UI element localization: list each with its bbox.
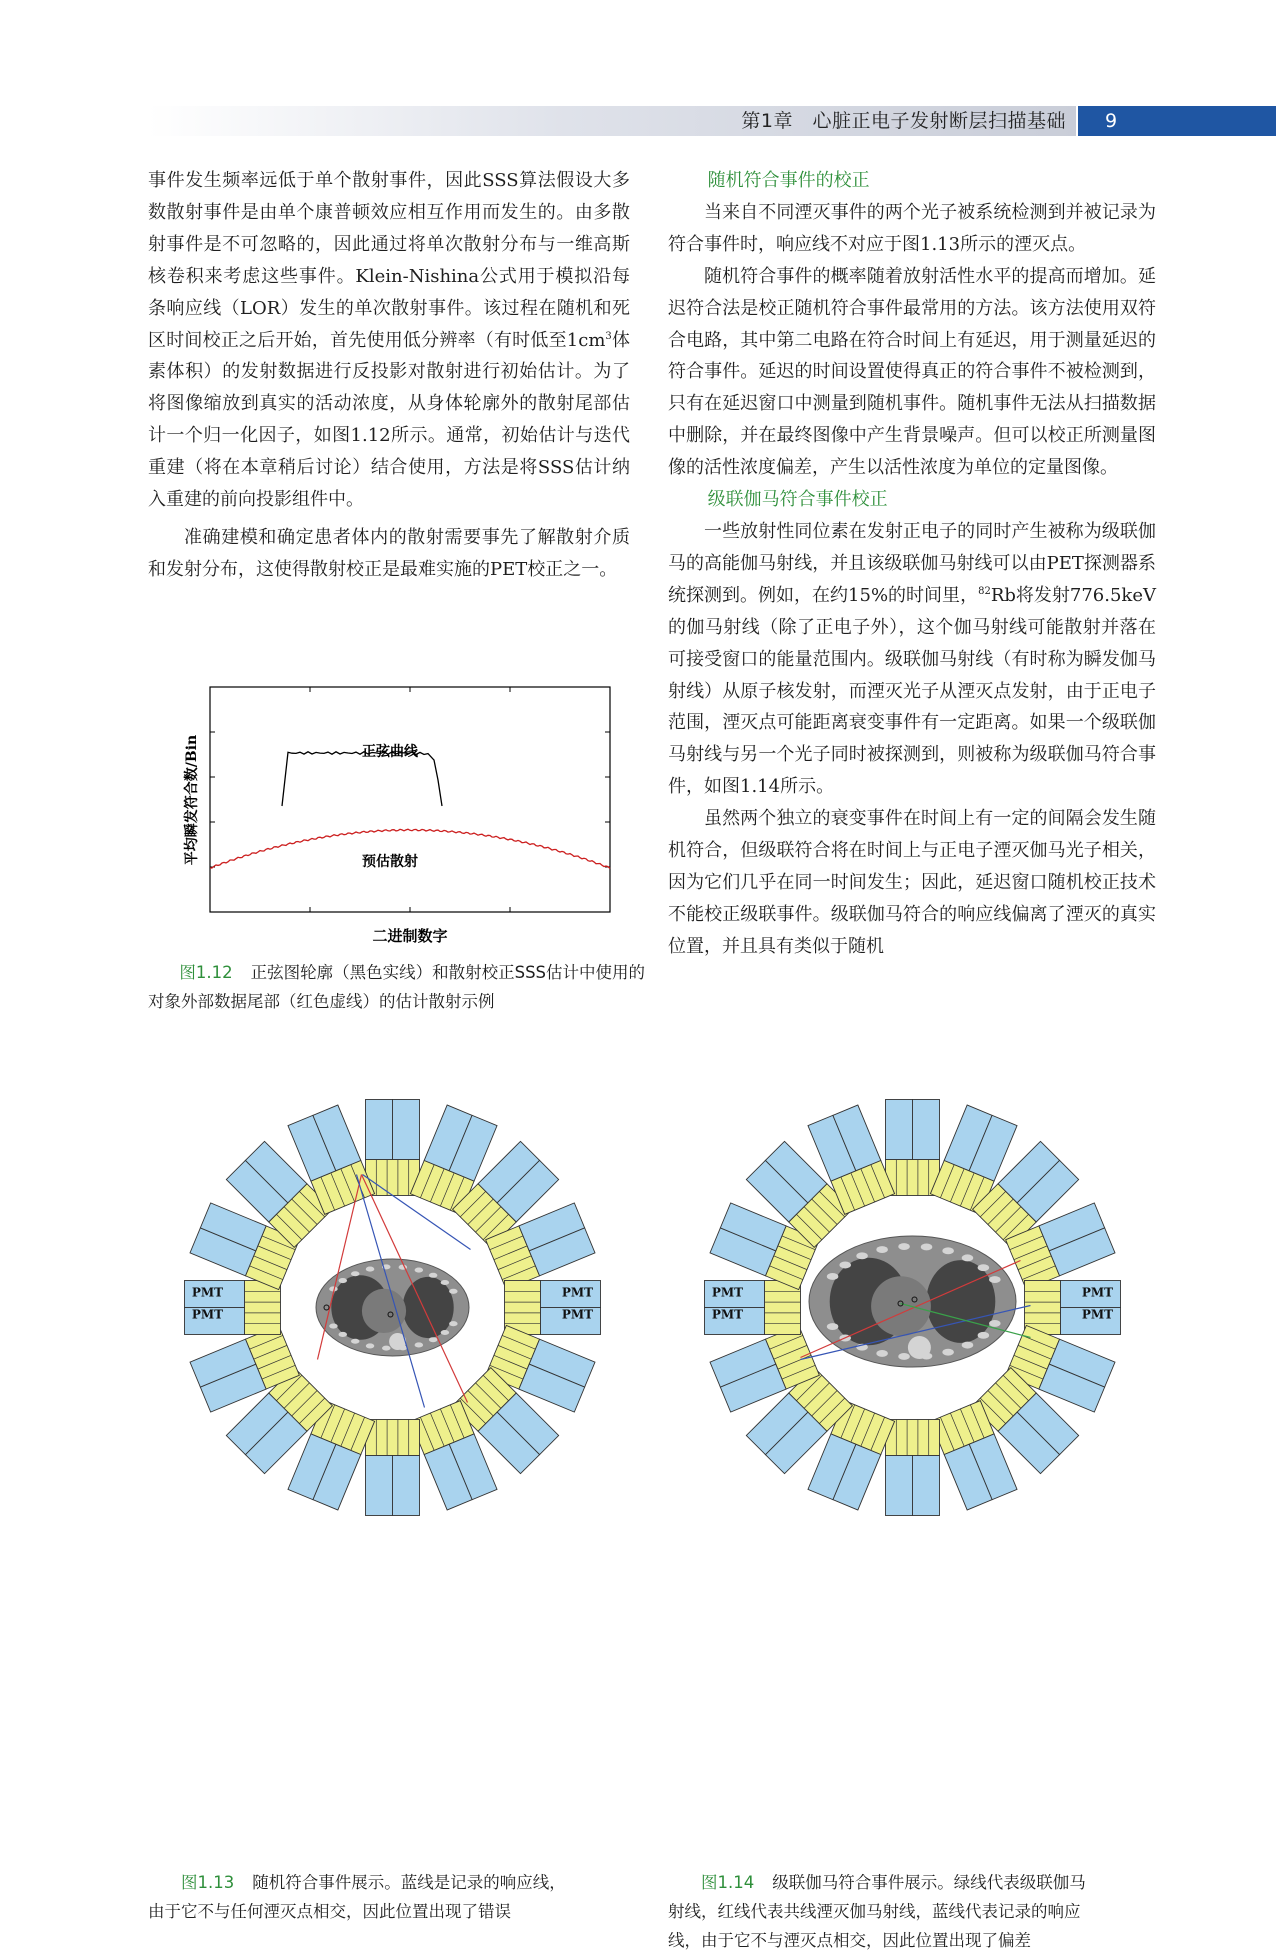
pmt-block xyxy=(886,1100,913,1160)
figure-1-14-detector-ring xyxy=(700,1095,1125,1520)
caption-line-2: 射线，红线代表共线湮灭伽马射线，蓝线代表记录的响应 xyxy=(668,1902,1081,1921)
left-paragraph-1 xyxy=(148,165,630,516)
right-paragraph-3 xyxy=(668,516,1156,803)
caption-text: 正弦图轮廓（黑色实线）和散射校正SSS估计中使用的对象外部数据尾部（红色虚线）的估计散射示例 xyxy=(148,963,646,1011)
rib xyxy=(898,1243,910,1250)
pmt-label: PMT xyxy=(1081,1307,1114,1322)
text-span: 事件发生频率远低于单个散射事件，因此SSS算法假设大多数散射事件是由单个康普顿效应相互作用而发生的。由多散射事件是不可忽略的，因此通过将单次散射分布与一维高斯核卷积来考虑这些事件。Klein-Nishina公式用于模拟沿每条响应线（LOR）发生的单次散射事件。该过程在随机和死区时间校正之后开始，首先使用低分辨率（有时低至1cm xyxy=(148,170,630,351)
pmt-label: PMT xyxy=(561,1307,594,1322)
pmt-label: PMT xyxy=(191,1307,224,1322)
page-number: 9 xyxy=(1105,110,1118,132)
rib xyxy=(856,1252,868,1259)
figure-1-12-caption xyxy=(148,958,648,1016)
rib xyxy=(876,1246,888,1253)
right-column xyxy=(668,165,1156,963)
detector-module xyxy=(366,1420,420,1516)
rib xyxy=(329,1323,338,1328)
detector-module xyxy=(366,1100,420,1196)
detector-module xyxy=(886,1420,940,1516)
figure-1-12-chart xyxy=(170,680,620,960)
crystal-block xyxy=(886,1420,940,1456)
right-paragraph-1: 当来自不同湮灭事件的两个光子被系统检测到并被记录为符合事件时，响应线不对应于图1.13所示的湮灭点。 xyxy=(668,201,1156,255)
rib xyxy=(942,1349,954,1356)
right-paragraph-2: 随机符合事件的概率随着放射活性水平的提高而增加。延迟符合法是校正随机符合事件最常用的方法。该方法使用双符合电路，其中第二电路在符合时间上有延迟，用于测量延迟的符合事件。延迟的时间设置使得真正的符合事件不被检测到，只有在延迟窗口中测量到随机事件。随机事件无法从扫描数据中删除，并在最终图像中产生背景噪声。但可以校正所测量图像的活性浓度偏差，产生以活性浓度为单位的定量图像。 xyxy=(668,265,1156,479)
text-span: Rb将发射776.5keV的伽马射线（除了正电子外），这个伽马射线可能散射并落在可接受窗口的能量范围内。级联伽马射线（有时称为瞬发伽马射线）从原子核发射，而湮灭光子从湮灭点发射，由于正电子范围，湮灭点可能距离衰变事件有一定距离。如果一个级联伽马射线与另一个光子同时被探测到，则被称为级联伽马符合事件，如图1.14所示。 xyxy=(668,584,1156,798)
rib xyxy=(876,1350,888,1357)
text-span: 一些放射性同位素在发射正电子的同时产生被称为级联伽马的高能伽马射线，并且该级联伽马射线可以由PET探测器系统探测到。例如，在约15%的时间里， xyxy=(668,520,1156,606)
heart xyxy=(362,1289,406,1333)
chapter-title: 第1章 心脏正电子发射断层扫描基础 xyxy=(741,110,1066,132)
section-heading-random: 随机符合事件的校正 xyxy=(707,170,870,191)
caption-label: 图1.13 xyxy=(181,1873,235,1892)
rib xyxy=(449,1321,458,1326)
rib xyxy=(399,1345,408,1350)
rib xyxy=(382,1346,391,1351)
page-number-box xyxy=(1078,106,1276,136)
y-axis-label: 平均瞬发符合数/Bin xyxy=(184,734,200,866)
right-lung xyxy=(403,1277,454,1338)
caption-label: 图1.12 xyxy=(179,963,233,982)
detector-module xyxy=(886,1100,940,1196)
caption-line-2: 由于它不与任何湮灭点相交，因此位置出现了错误 xyxy=(148,1902,511,1921)
caption-line-3: 线，由于它不与湮灭点相交，因此位置出现了偏差 xyxy=(668,1931,1031,1950)
rib xyxy=(921,1353,933,1360)
caption-text: 随机符合事件展示。蓝线是记录的响应线， xyxy=(252,1873,566,1892)
annotation-sinogram: 正弦曲线 xyxy=(362,744,418,760)
crystal-block xyxy=(886,1160,940,1196)
right-paragraph-4: 虽然两个独立的衰变事件在时间上有一定的间隔会发生随机符合，但级联符合将在时间上与正电子湮灭伽马光子相关，因为它们几乎在同一时间发生；因此，延迟窗口随机校正技术不能校正级联事件。级联伽马符合的响应线偏离了湮灭的真实位置，并且具有类似于随机 xyxy=(668,808,1156,957)
rib xyxy=(978,1264,990,1271)
annotation-scatter: 预估散射 xyxy=(362,854,418,870)
caption-line-1 xyxy=(148,1868,566,1897)
pmt-block xyxy=(366,1100,393,1160)
pmt-block xyxy=(913,1456,940,1516)
pmt-block xyxy=(393,1100,420,1160)
crystal-block xyxy=(505,1281,541,1335)
superscript: 3 xyxy=(605,330,612,342)
rib xyxy=(839,1262,851,1269)
crystal-block xyxy=(366,1160,420,1196)
text-span: 体素体积）的发射数据进行反投影对散射进行初始估计。为了将图像缩放到真实的活动浓度，从身体轮廓外的散射尾部估计一个归一化因子，如图1.12所示。通常，初始估计与迭代重建（将在本章稍后讨论）结合使用，方法是将SSS估计纳入重建的前向投影组件中。 xyxy=(148,329,630,511)
crystal-block xyxy=(1025,1281,1061,1335)
plot-frame xyxy=(210,687,610,912)
crystal-block xyxy=(245,1281,281,1335)
rib xyxy=(449,1289,458,1294)
rib xyxy=(978,1332,990,1339)
rib xyxy=(339,1278,348,1283)
caption-label: 图1.14 xyxy=(701,1873,755,1892)
rib xyxy=(989,1320,1001,1327)
figure-1-13-caption xyxy=(148,1868,566,1926)
right-lung xyxy=(926,1260,995,1343)
pmt-label: PMT xyxy=(1081,1285,1114,1300)
pmt-label: PMT xyxy=(711,1307,744,1322)
rib xyxy=(962,1254,974,1261)
rib xyxy=(441,1330,450,1335)
pmt-label: PMT xyxy=(191,1285,224,1300)
x-axis-label: 二进制数字 xyxy=(372,927,448,945)
rib xyxy=(415,1268,424,1273)
figure-1-14-caption xyxy=(668,1868,1086,1955)
rib xyxy=(339,1332,348,1337)
rib xyxy=(942,1247,954,1254)
rib xyxy=(366,1343,375,1348)
crystal-block xyxy=(366,1420,420,1456)
pmt-block xyxy=(913,1100,940,1160)
rib xyxy=(351,1339,360,1344)
rib xyxy=(898,1353,910,1360)
pmt-block xyxy=(366,1456,393,1516)
rib xyxy=(827,1323,839,1330)
rib xyxy=(989,1276,1001,1283)
rib xyxy=(962,1342,974,1349)
caption-text: 级联伽马符合事件展示。绿线代表级联伽马 xyxy=(772,1873,1086,1892)
pmt-label: PMT xyxy=(711,1285,744,1300)
rib xyxy=(351,1271,360,1276)
caption-line-1 xyxy=(668,1868,1086,1897)
rib xyxy=(921,1244,933,1251)
thorax-phantom xyxy=(316,1259,469,1356)
left-column xyxy=(148,165,630,586)
rib xyxy=(366,1267,375,1272)
rib xyxy=(827,1273,839,1280)
pmt-block xyxy=(393,1456,420,1516)
rib xyxy=(429,1337,438,1342)
section-heading-cascade: 级联伽马符合事件校正 xyxy=(707,489,888,511)
rib xyxy=(429,1273,438,1278)
rib xyxy=(441,1280,450,1285)
left-paragraph-2: 准确建模和确定患者体内的散射需要事先了解散射介质和发射分布，这使得散射校正是最难实施的PET校正之一。 xyxy=(148,526,630,580)
rib xyxy=(415,1342,424,1347)
superscript: 82 xyxy=(978,585,991,597)
figure-1-13-detector-ring xyxy=(180,1095,605,1520)
crystal-block xyxy=(765,1281,801,1335)
pmt-block xyxy=(886,1456,913,1516)
pmt-label: PMT xyxy=(561,1285,594,1300)
